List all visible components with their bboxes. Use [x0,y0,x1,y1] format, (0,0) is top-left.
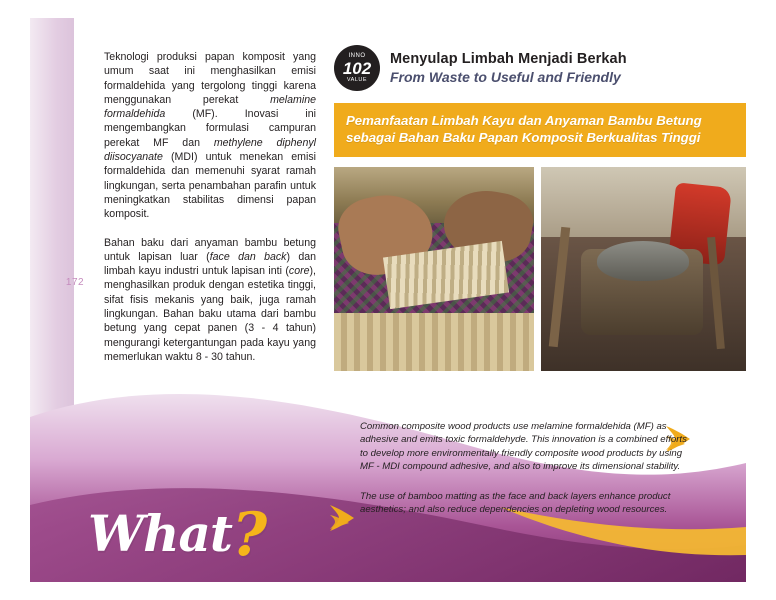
body-p1-seg1: Teknologi produksi papan komposit yang umum saat ini menghasilkan emisi formaldehida yang tergolong tinggi karena menggunakan perekat [104,51,316,106]
inno-102-value-logo-icon [334,45,380,91]
photo-right-bowl [597,241,689,281]
photo-strip [334,167,746,371]
innovation-title-banner: Pemanfaatan Limbah Kayu dan Anyaman Bambu Betung sebagai Bahan Baku Papan Komposit Berkualitas Tinggi [334,103,746,157]
body-p2-seg1: Bahan baku dari anyaman bambu betung untuk lapisan luar ( [104,236,316,263]
summary-paragraph-1: Common composite wood products use melamine formaldehida (MF) as adhesive and emits toxic formaldehyde. This innovation is a combined efforts to develop more environmentally friendly composite wood products by using MF - MDI compound adhesive, and also to improve its dimensional stability. [360,421,687,473]
body-p1-seg3: (MDI) untuk menekan emisi formaldehida dan memenuhi syarat ramah lingkungan, serta penambahan parafin untuk meningkatkan stabilitas dimensi papan komposit. [104,151,316,221]
logo-line-1: INNO [348,52,366,59]
double-chevron-icon-secondary [330,503,352,529]
header-titles [390,51,627,85]
body-p2-term2: core [288,265,310,278]
decor-word-text: What [88,504,232,563]
title-indonesian: Menyulap Limbah Menjadi Berkah [390,51,627,67]
photo-left-bamboo-mat [334,313,534,371]
title-english: From Waste to Useful and Friendly [390,69,621,85]
logo-line-2: 102 [342,58,372,78]
body-text-column [104,50,316,378]
body-p1-term1: melamine formaldehida [104,93,316,121]
summary-paragraph-2: The use of bamboo matting as the face and back layers enhance product aesthetics; and also reduce dependencies on depleting wood resources. [360,490,671,516]
logo-line-3: VALUE [346,76,368,83]
right-column [334,44,746,371]
body-paragraph-1 [104,50,316,222]
body-paragraph-2 [104,236,316,365]
body-p2-seg2: ) dan limbah kayu industri untuk lapisan inti ( [104,250,316,278]
english-summary [360,420,690,532]
header-title-row [334,44,746,92]
photo-composite-vessel [541,167,746,371]
body-p2-seg3: ), menghasilkan produk dengan estetika tinggi, sifat fisis mekanis yang baik, juga ramah lingkungan. Bahan baku utama dari bambu betung yang cepat panen (3 - 4 tahun) mengurangi ketergantungan pada kayu yang memerlukan waktu 8 - 30 tahun. [104,265,316,363]
decor-question-mark: ? [232,500,267,570]
decor-word-what [88,500,266,570]
body-p1-seg2: (MF). Inovasi ini mengembangkan formulasi campuran perekat MF dan [104,108,316,149]
photo-weaving-bamboo [334,167,534,371]
page-number: 172 [65,277,85,288]
body-p2-term1: face dan back [209,250,287,263]
body-p1-term2: methylene diphenyl diisocyanate [104,136,316,164]
